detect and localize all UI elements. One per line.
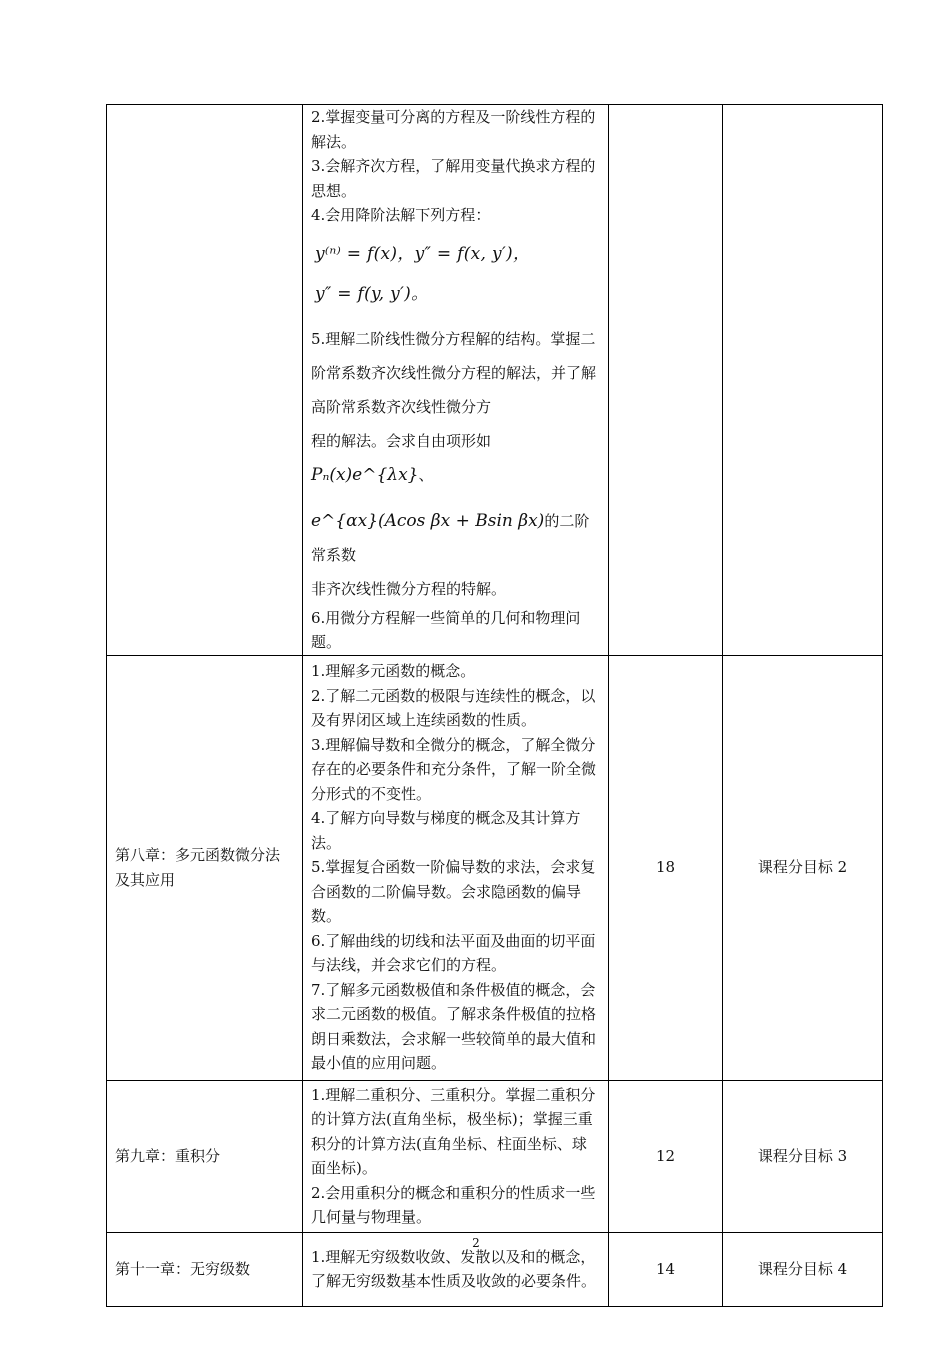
content-item: 6.了解曲线的切线和法平面及曲面的切平面与法线，并会求它们的方程。 (311, 931, 596, 975)
content-item: 7.了解多元函数极值和条件极值的概念，会求二元函数的极值。了解求条件极值的拉格朗日乘数法，会求解一些较简单的最大值和最小值的应用问题。 (311, 980, 597, 1073)
chapter-cell: 第八章：多元函数微分法及其应用 (107, 655, 303, 1080)
syllabus-table (106, 104, 883, 1307)
content-item (311, 504, 600, 572)
content-item: 3.理解偏导数和全微分的概念，了解全微分存在的必要条件和充分条件，了解一阶全微分形式的不变性。 (311, 735, 597, 803)
formula: y⁽ⁿ⁾ = f(x)，y″ = f(x, y′)， (315, 243, 531, 264)
inline-formula: Pₙ(x)e^{λx} (311, 464, 419, 485)
content-item: 2.会用重积分的概念和重积分的性质求一些几何量与物理量。 (311, 1183, 596, 1226)
content-item: 4.了解方向导数与梯度的概念及其计算方法。 (311, 809, 581, 852)
formula: y″ = f(y, y′)。 (315, 283, 429, 304)
chapter-cell: 第九章：重积分 (107, 1080, 303, 1232)
content-item: 2.了解二元函数的极限与连续性的概念，以及有界闭区域上连续函数的性质。 (311, 686, 596, 730)
content-item (311, 424, 600, 492)
content-item: 4.会用降阶法解下列方程： (311, 206, 491, 224)
content-item: 3.会解齐次方程，了解用变量代换求方程的思想。 (311, 157, 596, 200)
text: 、 (418, 465, 434, 484)
chapter-cell: 第十一章：无穷级数 (107, 1232, 303, 1306)
content-cell (303, 1080, 609, 1232)
target-cell: 课程分目标 2 (723, 655, 883, 1080)
hours-cell (609, 105, 723, 656)
target-cell: 课程分目标 3 (723, 1080, 883, 1232)
hours-cell: 14 (609, 1232, 723, 1306)
chapter-cell (107, 105, 303, 656)
content-item: 5.理解二阶线性微分方程解的结构。掌握二阶常系数齐次线性微分方程的解法，并了解高阶常系数齐次线性微分方 (311, 329, 597, 416)
inline-formula: e^{αx}(Acos βx + Bsin βx) (311, 510, 545, 531)
content-item: 2.掌握变量可分离的方程及一阶线性方程的解法。 (311, 108, 596, 151)
table-row (107, 105, 883, 656)
content-item: 1.理解无穷级数收敛、发散以及和的概念，了解无穷级数基本性质及收敛的必要条件。 (311, 1247, 597, 1290)
content-item: 6.用微分方程解一些简单的几何和物理问题。 (311, 608, 581, 651)
content-item: 非齐次线性微分方程的特解。 (311, 579, 507, 598)
table-row (107, 1080, 883, 1232)
content-item: 5.掌握复合函数一阶偏导数的求法，会求复合函数的二阶偏导数。会求隐函数的偏导数。 (311, 858, 596, 926)
content-item: 1.理解二重积分、三重积分。掌握二重积分的计算方法(直角坐标，极坐标)；掌握三重积分的计算方法(直角坐标、柱面坐标、球面坐标)。 (311, 1085, 596, 1177)
table-row (107, 655, 883, 1080)
text: 的二阶常系数 (311, 511, 590, 564)
target-cell: 课程分目标 4 (723, 1232, 883, 1306)
content-item: 1.理解多元函数的概念。 (311, 662, 476, 681)
target-cell (723, 105, 883, 656)
hours-cell: 12 (609, 1080, 723, 1232)
content-cell (303, 655, 609, 1080)
text: 程的解法。会求自由项形如 (311, 431, 492, 450)
page-number: 2 (472, 1236, 480, 1250)
hours-cell: 18 (609, 655, 723, 1080)
content-cell (303, 105, 609, 656)
